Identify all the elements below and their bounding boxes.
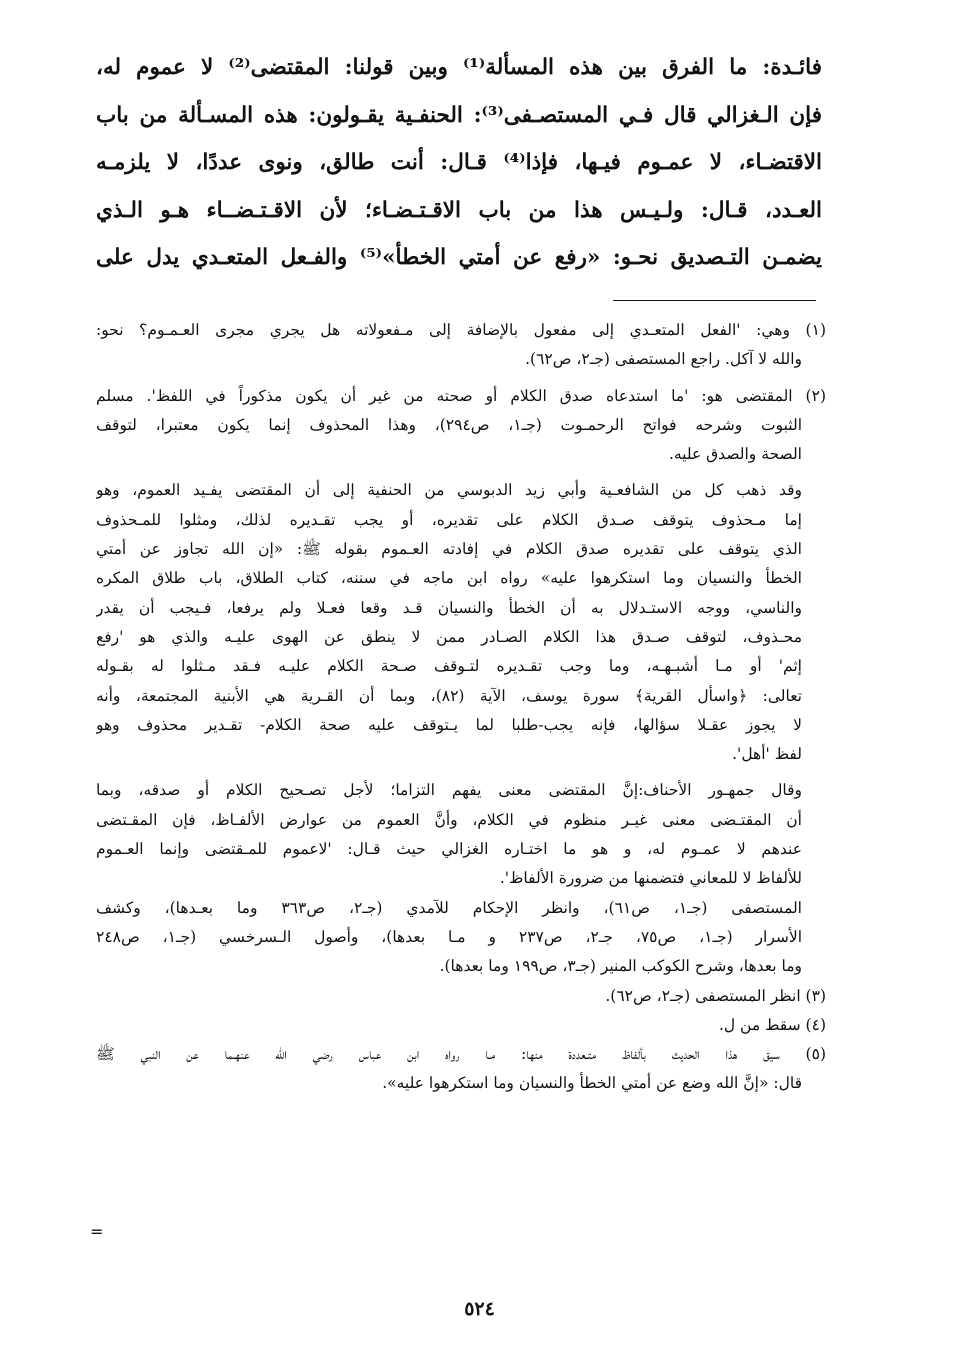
footnote-line: (٤) سقط من ل. (718, 1015, 826, 1034)
footnote-line: عندهم لا عمـوم له، و هو ما اختـاره الغزالي حيث قـال: 'لاعموم للمـقتضى وإنما العـموم (96, 840, 802, 859)
footnote-line: وقال جمهـور الأحناف:إنَّ المقتضى معنى يفهم التزاما؛ لأجل تصـحيح الكلام أو صدقه، وبما (96, 781, 802, 800)
footnote-4 (96, 1011, 826, 1040)
main-text-line: الاقتضـاء، لا عمـوم فيـها، فإذا⁽⁴⁾ قـال: أنت طالق، ونوى عددًا، لا يلزمـه (96, 150, 822, 175)
footnote-line: وما بعدها، وشرح الكوكب المنير (جـ٣، ص١٩٩ وما بعدها). (439, 957, 802, 976)
main-text-line: فإن الـغزالي قال فـي المستصـفى⁽³⁾: الحنفـية يقـولون: هذه المسـألة من باب (96, 102, 822, 128)
footnote-line: الأسرار (جـ١، ص٧٥، جـ٢، ص٢٣٧ و مـا بعدها)، وأصول الـسرخسي (جـ١، ص٢٤٨ (96, 927, 803, 946)
footnote-line: (٥) سيق هذا الحديث بألفاظ متـعددة منها: مـا رواه ابن عباس رضي الله عنهـما عن النبي ﷺ (96, 1045, 826, 1064)
footnote-5 (96, 1040, 826, 1099)
footnotes (96, 316, 826, 1099)
main-text-line: العـدد، قـال: ولـيـس هذا من باب الاقـتـضـاء؛ لأن الاقـتـضــاء هـو الـذي (96, 197, 822, 223)
footnote-line: إما مـحذوف يتوقف صـدق الكلام على تقديره، أو يجب تقـديره لذلك، ومثلوا للمـحذوف (96, 510, 802, 529)
footnote-line: الصحة والصدق عليه. (668, 445, 802, 464)
footnote-line: والله لا آكل. راجع المستصفى (جـ٢، ص٦٢). (525, 350, 802, 369)
page-number: ٥٢٤ (464, 1298, 495, 1320)
footnote-2-paragraph-shafii (96, 476, 826, 769)
footnote-line: المستصفى (جـ١، ص٦١)، وانظر الإحكام للآمدي (جـ٢، ص٣٦٣ وما بعـدها)، وكشف (96, 898, 802, 917)
footnote-line: (١) وهي: 'الفعل المتعـدي إلى مفعول بالإضافة إلى مـفعولاته هل يجري مجرى العـمـوم؟ نحو: (96, 321, 826, 339)
footnote-line: (٣) انظر المستصفى (جـ٢، ص٦٢). (605, 986, 826, 1005)
footnote-line: تعالى: ﴿واسأل القرية﴾ سورة يوسف، الآية (٨٢)، وبما أن القـرية هي الأبنية المجتمعة، وأنه (96, 686, 802, 705)
main-text-line: يضمـن التـصديق نحـو: «رفع عن أمتي الخطأ»⁽⁵⁾ والفـعل المتعـدي يدل على (96, 245, 822, 270)
footnote-3 (96, 982, 826, 1011)
footnote-line: وقد ذهب كل من الشافعـية وأبي زيد الدبوسي من الحنفية إلى أن المقتضى يفـيد العموم، وهو (96, 481, 802, 500)
footnote-line: الذي يتوقف على تقديره صدق الكلام في إفادته العـموم بقوله ﷺ: «إن الله تجاوز عن أمتي (96, 540, 802, 559)
footnote-line: (٢) المقتضى هو: 'ما استدعاه صدق الكلام أو صحته من غير أن يكون مذكوراً في اللفظ'. مسلم (96, 386, 826, 405)
footnote-2-paragraph-hanafi (96, 776, 826, 893)
footnote-line: الثبوت وشرحه فواتح الرحمـوت (جـ١، ص٢٩٤)، وهذا المحذوف إنما يكون معتبرا، لتوقف (96, 415, 802, 434)
footnote-separator (613, 300, 816, 301)
margin-mark: = (90, 1222, 104, 1241)
main-text (96, 44, 822, 282)
footnote-line: لا يجوز عقـلا سؤالها، فإنه يجب-طلبا لما يـتوقف عليه صحة الكلام- تقـدير محذوف وهو (96, 715, 802, 734)
footnote-line: قال: «إنَّ الله وضع عن أمتي الخطأ والنسيان وما استكرهوا عليه». (382, 1074, 802, 1093)
footnote-2 (96, 382, 826, 470)
footnote-line: والناسي، ووجه الاستـدلال به أن الخطأ والنسيان قـد وقعا فعـلا ولم يرفعا، فـيجب أن يقدر (96, 598, 802, 617)
footnote-2-references (96, 894, 826, 982)
footnote-line: لفظ 'أهل'. (732, 745, 802, 764)
footnote-line: إثم' أو مـا أشبـهـه، وما وجب تقـديره لتـوقف صـحة الكلام عليـه فـقد مـثلوا له بقـوله (96, 657, 802, 676)
main-text-line: فائـدة: ما الفرق بين هذه المسألة⁽¹⁾ وبين قولنا: المقتضى⁽²⁾ لا عموم له، (96, 55, 822, 80)
footnote-line: للألفاظ لا للمعاني فتضمنها من ضرورة الألفاظ'. (499, 869, 802, 888)
footnote-line: الخطأ والنسيان وما استكرهوا عليه» رواه ابن ماجه في سننه، كتاب الطلاق، باب طلاق المكره (96, 569, 802, 588)
footnote-1 (96, 316, 826, 375)
footnote-line: محـذوف، لتوقف صـدق هذا الكلام الصـادر ممن لا ينطق عن الهوى عليـه والذي هو 'رفع (96, 627, 802, 646)
footnote-line: أن المقتـضى معنى غيـر منظوم في الكلام، وأنَّ العموم من عوارض الألفـاظ، فإن المقـتضى (96, 810, 802, 829)
